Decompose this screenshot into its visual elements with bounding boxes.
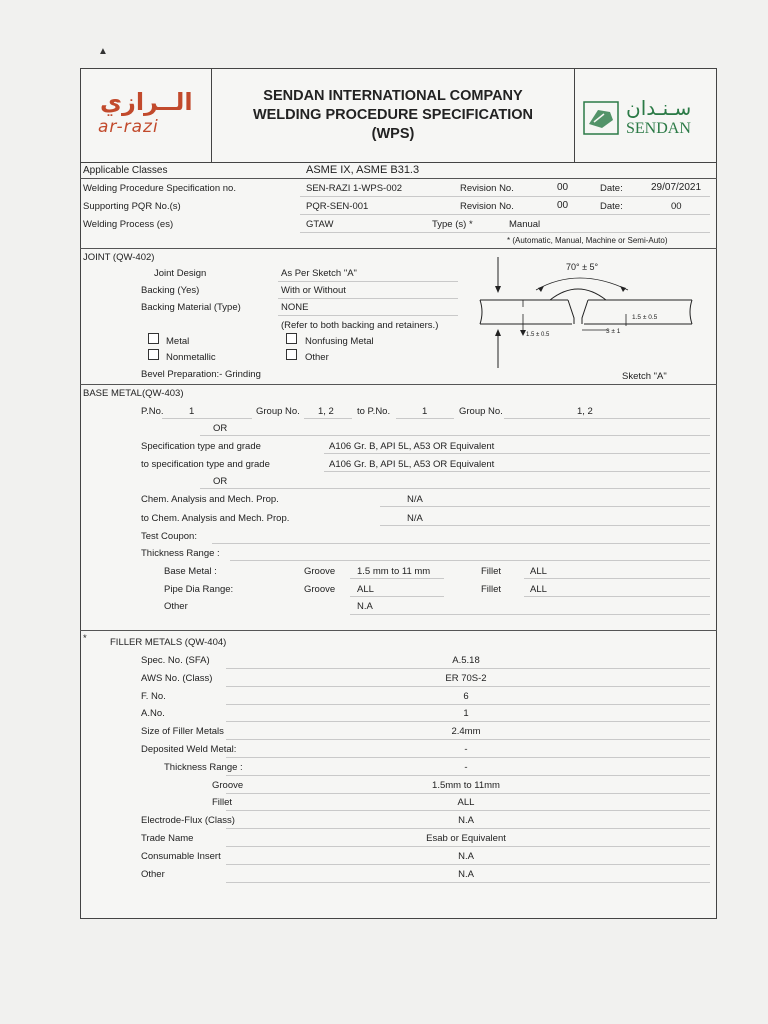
filler-row-rule <box>226 668 710 669</box>
filler-row-value: ALL <box>457 797 475 808</box>
spec-type-value: A106 Gr. B, API 5L, A53 OR Equivalent <box>329 441 495 452</box>
backing-material-value: NONE <box>281 302 309 313</box>
to-chem-analysis-value: N/A <box>407 513 423 524</box>
filler-row-value: 1 <box>463 708 469 719</box>
date2-value: 00 <box>671 201 682 212</box>
type-note: * (Automatic, Manual, Machine or Semi-Auto) <box>507 236 668 245</box>
bevel-preparation: Bevel Preparation:- Grinding <box>141 369 261 380</box>
bevel-angle-label: 70° ± 5° <box>566 262 599 272</box>
nonfusing-metal-checkbox[interactable] <box>286 333 297 344</box>
revision2-value: 00 <box>557 200 569 211</box>
joint-design-value: As Per Sketch "A" <box>281 268 357 279</box>
or-label-1: OR <box>213 423 228 434</box>
applicable-classes-value: ASME IX, ASME B31.3 <box>306 164 420 176</box>
filler-row-rule <box>226 757 710 758</box>
filler-row-value: - <box>464 762 468 773</box>
chem-analysis-label: Chem. Analysis and Mech. Prop. <box>141 494 279 505</box>
filler-row-label: Groove <box>212 780 244 791</box>
sendan-logo-arabic: سـنـدان <box>626 96 692 120</box>
joint-design-label: Joint Design <box>154 268 207 279</box>
sendan-logo <box>582 96 712 142</box>
revision-label: Revision No. <box>460 183 514 194</box>
pipe-groove-label: Groove <box>304 584 336 595</box>
fillet-label: Fillet <box>481 566 502 577</box>
ar-razi-logo-arabic: الــرازي <box>100 88 193 116</box>
welding-process-label: Welding Process (es) <box>83 219 174 230</box>
other-checkbox[interactable] <box>286 349 297 360</box>
type-value: Manual <box>509 219 541 230</box>
base-other-label: Other <box>164 601 188 612</box>
type-label: Type (s) * <box>432 219 473 230</box>
pno-label: P.No. <box>141 406 164 417</box>
test-coupon-label: Test Coupon: <box>141 531 197 542</box>
filler-row-label: F. No. <box>141 691 166 702</box>
base-metal-section-title: BASE METAL(QW-403) <box>83 388 184 399</box>
filler-row-value: N.A <box>458 815 474 826</box>
filler-row-label: Deposited Weld Metal: <box>141 744 237 755</box>
filler-row-label: Fillet <box>212 797 233 808</box>
spec-type-label: Specification type and grade <box>141 441 261 452</box>
chem-analysis-value: N/A <box>407 494 423 505</box>
joint-section-title: JOINT (QW-402) <box>83 252 155 263</box>
root-face-label: 1.5 ± 0.5 <box>526 332 550 338</box>
filler-section-title: FILLER METALS (QW-404) <box>110 637 227 648</box>
filler-row-value: N.A <box>458 851 474 862</box>
pipe-dia-range-label: Pipe Dia Range: <box>164 584 234 595</box>
to-chem-analysis-label: to Chem. Analysis and Mech. Prop. <box>141 513 290 524</box>
company-name: SENDAN INTERNATIONAL COMPANY <box>263 88 523 104</box>
revision2-label: Revision No. <box>460 201 514 212</box>
backing-label: Backing (Yes) <box>141 285 200 296</box>
fillet-value: ALL <box>530 566 547 577</box>
wps-number-value: SEN-RAZI 1-WPS-002 <box>306 183 403 194</box>
to-spec-type-value: A106 Gr. B, API 5L, A53 OR Equivalent <box>329 459 495 470</box>
date-value: 29/07/2021 <box>651 182 702 193</box>
filler-row-value: 6 <box>463 691 469 702</box>
backing-value: With or Without <box>281 285 346 296</box>
filler-row-label: AWS No. (Class) <box>141 673 213 684</box>
pipe-fillet-label: Fillet <box>481 584 502 595</box>
wps-number-label: Welding Procedure Specification no. <box>83 183 236 194</box>
group-no2-value: 1, 2 <box>577 406 593 417</box>
ar-razi-logo <box>88 88 206 138</box>
filler-row-value: ER 70S-2 <box>445 673 487 684</box>
sendan-emblem-icon <box>582 100 620 136</box>
land-label: 1.5 ± 0.5 <box>632 314 658 321</box>
filler-row-rule <box>226 810 710 811</box>
filler-row-label: A.No. <box>141 708 165 719</box>
filler-row-label: Spec. No. (SFA) <box>141 655 210 666</box>
filler-row-value: 1.5mm to 11mm <box>432 780 500 791</box>
base-other-value: N.A <box>357 601 373 612</box>
other-backing-label: Other <box>305 352 329 363</box>
filler-row-rule <box>226 846 710 847</box>
filler-row-rule <box>226 739 710 740</box>
filler-row-rule <box>226 721 710 722</box>
supporting-pqr-value: PQR-SEN-001 <box>306 201 369 212</box>
triangle-up-icon: ▲ <box>98 46 108 57</box>
groove-value: 1.5 mm to 11 mm <box>357 566 431 577</box>
filler-row-label: Size of Filler Metals <box>141 726 224 737</box>
date2-label: Date: <box>600 201 623 212</box>
filler-row-rule <box>226 704 710 705</box>
metal-label: Metal <box>166 336 190 347</box>
to-pno-label: to P.No. <box>357 406 391 417</box>
filler-row-rule <box>226 686 710 687</box>
refer-note: (Refer to both backing and retainers.) <box>281 320 439 331</box>
sketch-label: Sketch "A" <box>622 371 667 382</box>
document-abbreviation: (WPS) <box>371 126 415 142</box>
to-pno-value: 1 <box>422 406 428 417</box>
supporting-pqr-label: Supporting PQR No.(s) <box>83 201 181 212</box>
filler-row-label: Other <box>141 869 165 880</box>
nonmetallic-label: Nonmetallic <box>166 352 216 363</box>
groove-label: Groove <box>304 566 336 577</box>
to-spec-type-label: to specification type and grade <box>141 459 270 470</box>
filler-row-value: Esab or Equivalent <box>426 833 506 844</box>
filler-row-label: Electrode-Flux (Class) <box>141 815 235 826</box>
revision-value: 00 <box>557 182 569 193</box>
group-no-label: Group No. <box>256 406 300 417</box>
group-no-value: 1, 2 <box>318 406 334 417</box>
pno-value: 1 <box>189 406 195 417</box>
metal-checkbox[interactable] <box>148 333 159 344</box>
date-label: Date: <box>600 183 623 194</box>
filler-row-label: Consumable Insert <box>141 851 221 862</box>
pipe-fillet-value: ALL <box>530 584 547 595</box>
welding-process-value: GTAW <box>306 219 334 230</box>
base-metal-label: Base Metal : <box>164 566 217 577</box>
filler-row-label: Trade Name <box>141 833 194 844</box>
filler-row-value: - <box>464 744 468 755</box>
filler-row-value: A.5.18 <box>452 655 480 666</box>
ar-razi-logo-latin: ar-razi <box>98 117 159 137</box>
filler-row-value: N.A <box>458 869 474 880</box>
document-title: WELDING PROCEDURE SPECIFICATION <box>252 107 534 123</box>
filler-row-label: Thickness Range : <box>164 762 243 773</box>
filler-row-rule <box>226 864 710 865</box>
applicable-classes-label: Applicable Classes <box>83 165 168 176</box>
group-no2-label: Group No. <box>459 406 503 417</box>
nonmetallic-checkbox[interactable] <box>148 349 159 360</box>
thickness-range-label: Thickness Range : <box>141 548 220 559</box>
or-label-2: OR <box>213 476 228 487</box>
root-gap-label: 3 ± 1 <box>606 328 621 335</box>
filler-row-value: 2.4mm <box>451 726 481 737</box>
filler-asterisk: * <box>83 633 87 644</box>
filler-row-rule <box>226 828 710 829</box>
sendan-logo-latin: SENDAN <box>626 120 691 137</box>
pipe-groove-value: ALL <box>357 584 374 595</box>
backing-material-label: Backing Material (Type) <box>141 302 241 313</box>
filler-row-rule <box>226 775 710 776</box>
nonfusing-metal-label: Nonfusing Metal <box>305 336 374 347</box>
filler-row-rule <box>226 882 710 883</box>
filler-row-rule <box>226 793 710 794</box>
